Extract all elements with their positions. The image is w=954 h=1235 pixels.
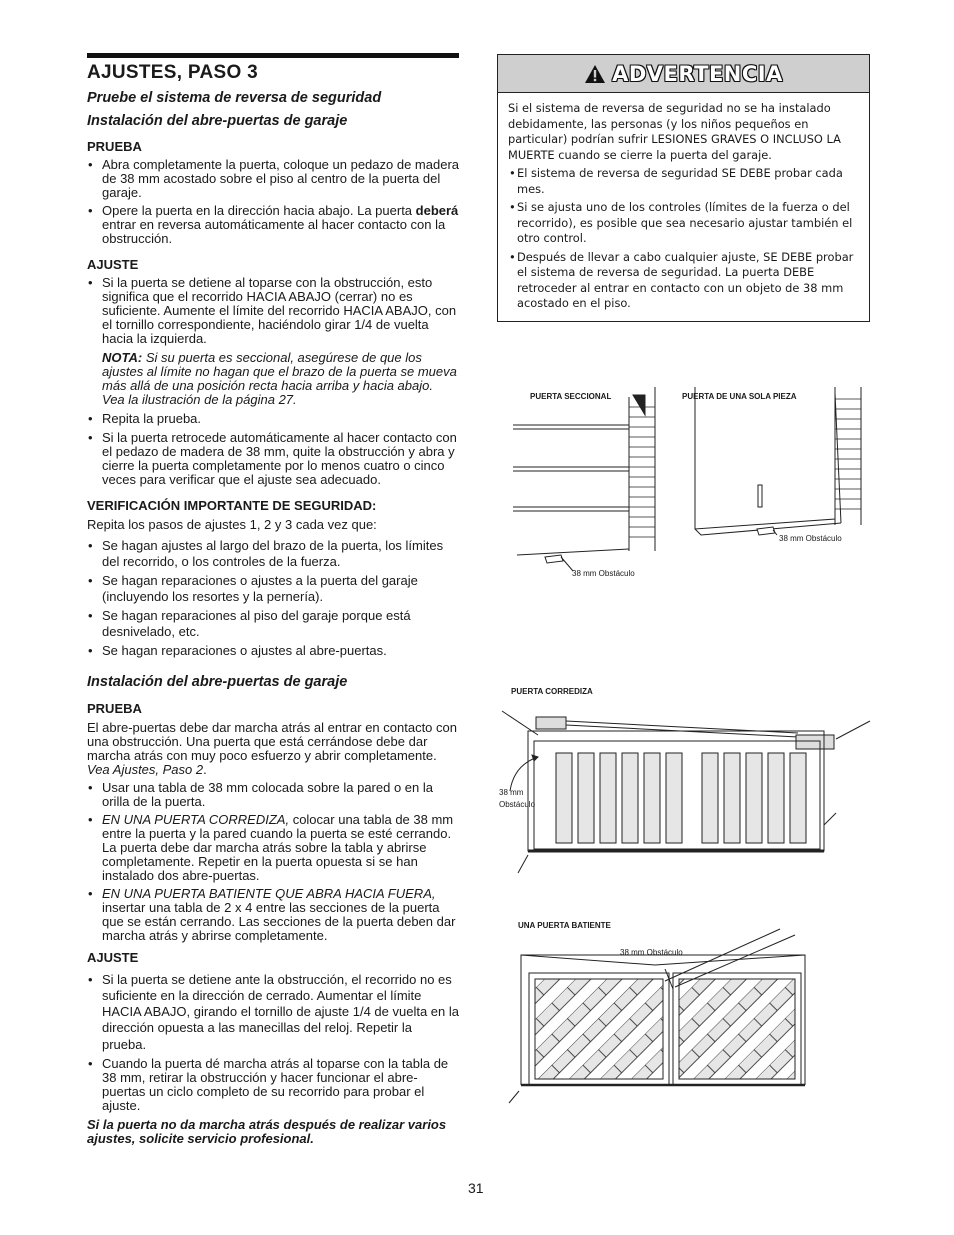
list-item: • Si la puerta se detiene ante la obstrucción, el recorrido no es suficiente en la dirección de cerrado. Aumentar el límite HACIA ABAJO, girando el tornillo de ajuste 1/4 de vuelta en la dirección opuesta a las manecillas del reloj. Repetir la prueba.: [87, 972, 459, 1053]
section2-prueba-label: PRUEBA: [87, 700, 142, 716]
fig2-obstacle: 38 mm Obstáculo: [499, 788, 536, 809]
verification-list: [87, 538, 459, 659]
list-item: • EN UNA PUERTA BATIENTE QUE ABRA HACIA FUERA, insertar una tabla de 2 x 4 entre las secciones de la puerta que se están cerrando. Las secciones de la puerta deben dar marcha atrás y abrirse completamente.: [87, 887, 459, 943]
list-item: • Cuando la puerta dé marcha atrás al toparse con la tabla de 38 mm, retirar la obstrucción y hacer funcionar el abre-puertas un ciclo completo de su recorrido para probar el ajuste.: [87, 1057, 459, 1113]
fig3-label: UNA PUERTA BATIENTE: [518, 921, 611, 930]
list-item: • Abra completamente la puerta, coloque un pedazo de madera de 38 mm acostado sobre el piso al centro de la puerta del garaje.: [87, 158, 459, 200]
warning-header: [498, 55, 869, 93]
left-column: [87, 53, 459, 1146]
section1-ajuste-label: AJUSTE: [87, 257, 139, 272]
section2-prueba-list: [87, 781, 459, 943]
page-subtitle: Pruebe el sistema de reversa de seguridad: [87, 90, 382, 106]
warning-body: [498, 93, 869, 312]
list-item: • Después de llevar a cabo cualquier ajuste, SE DEBE probar el sistema de reversa de seguridad. La puerta DEBE retroceder al entrar en contacto con un objeto de 38 mm acostado en el piso.: [508, 250, 859, 312]
verification-label: VERIFICACIÓN IMPORTANTE DE SEGURIDAD:: [87, 498, 377, 513]
list-item: • Se hagan ajustes al largo del brazo de la puerta, los límites del recorrido, o los controles de la fuerza.: [87, 538, 459, 569]
list-item: • Repita la prueba.: [87, 412, 459, 426]
verification-intro: Repita los pasos de ajustes 1, 2 y 3 cada vez que:: [87, 517, 377, 532]
fig3-obstacle: 38 mm Obstáculo: [620, 948, 683, 957]
sliding-door-illustration: [498, 705, 873, 875]
closing-note: Si la puerta no da marcha atrás después de realizar varios ajustes, solicite servicio profesional.: [87, 1116, 447, 1146]
list-item: • Usar una tabla de 38 mm colocada sobre la pared o en la orilla de la puerta.: [87, 781, 459, 809]
sectional-door-illustration: [505, 385, 870, 595]
nota-paragraph: NOTA: Si su puerta es seccional, asegúrese de que los ajustes al límite no hagan que el brazo de la puerta se mueva más allá de una posición recta hacia arriba y hacia abajo. Vea la ilustración de la página 27.: [102, 350, 457, 407]
list-item: • El sistema de reversa de seguridad SE DEBE probar cada mes.: [508, 166, 859, 197]
section2-heading: Instalación del abre-puertas de garaje: [87, 673, 348, 690]
list-item: • Si la puerta se detiene al toparse con la obstrucción, esto significa que el recorrido HACIA ABAJO (cerrar) no es suficiente. Aumente el límite del recorrido HACIA ABAJO, con el tornillo correspondiente, haciéndolo girar 1/4 de vuelta hacia la izquierda.: [87, 276, 459, 346]
list-item: • EN UNA PUERTA CORREDIZA, colocar una tabla de 38 mm entre la puerta y la pared cuando la puerta se esté cerrando. La puerta debe dar marcha atrás sobre la tabla y abrirse completamente. Repetir en la puerta opuesta si se han instalado dos abre-puertas.: [87, 813, 459, 883]
section1-ajuste-list-2: [87, 412, 459, 487]
warning-box: [497, 54, 870, 322]
list-item: • Si la puerta retrocede automáticamente al hacer contacto con el pedazo de madera de 38 mm, quite la obstrucción y abra y cierre la puerta completamente por lo menos cuatro o cinco veces para verificar que el ajuste sea adecuado.: [87, 431, 459, 487]
section2-ajuste-list: [87, 972, 459, 1113]
warning-triangle-icon: [584, 64, 606, 84]
page-title: AJUSTES, PASO 3: [87, 62, 258, 83]
page-number: 31: [468, 1180, 484, 1196]
list-item: • Opere la puerta en la dirección hacia abajo. La puerta deberá entrar en reversa automáticamente al hacer contacto con la obstrucción.: [87, 204, 459, 246]
warning-title: ADVERTENCIA: [612, 61, 783, 86]
section1-prueba-label: PRUEBA: [87, 139, 142, 154]
top-rule: [87, 53, 459, 58]
fig2-label: PUERTA CORREDIZA: [511, 687, 593, 696]
section1-ajuste-list: [87, 276, 459, 346]
section2-ajuste-label: AJUSTE: [87, 949, 139, 965]
list-item: • Se hagan reparaciones o ajustes al abre-puertas.: [87, 643, 459, 659]
warning-intro: Si el sistema de reversa de seguridad no se ha instalado debidamente, las personas (y los niños pequeños en particular) podrían sufrir LESIONES GRAVES O INCLUSO LA MUERTE cuando se cierre la puerta del garaje.: [508, 101, 841, 162]
fig1-label-onepiece: PUERTA DE UNA SOLA PIEZA: [682, 392, 797, 401]
section1-heading: Instalación del abre-puertas de garaje: [87, 113, 348, 129]
section2-prueba-intro: El abre-puertas debe dar marcha atrás al entrar en contacto con una obstrucción. Una puerta que está cerrándose debe dar marcha atrás con muy poco esfuerzo y abrir completamente. Vea Ajustes, Paso 2.: [87, 719, 457, 777]
swinging-door-illustration: [505, 925, 825, 1105]
list-item: • Si se ajusta uno de los controles (límites de la fuerza o del recorrido), es posible que sea necesario ajustar también el otro control.: [508, 200, 859, 247]
fig1-obstacle-right: 38 mm Obstáculo: [779, 534, 842, 543]
section1-prueba-list: [87, 158, 459, 246]
list-item: • Se hagan reparaciones al piso del garaje porque está desnivelado, etc.: [87, 608, 459, 639]
fig1-label-sectional: PUERTA SECCIONAL: [530, 392, 612, 401]
warning-list: [508, 166, 859, 312]
fig1-obstacle-left: 38 mm Obstáculo: [572, 569, 635, 578]
list-item: • Se hagan reparaciones o ajustes a la puerta del garaje (incluyendo los resortes y la pernería).: [87, 573, 459, 604]
